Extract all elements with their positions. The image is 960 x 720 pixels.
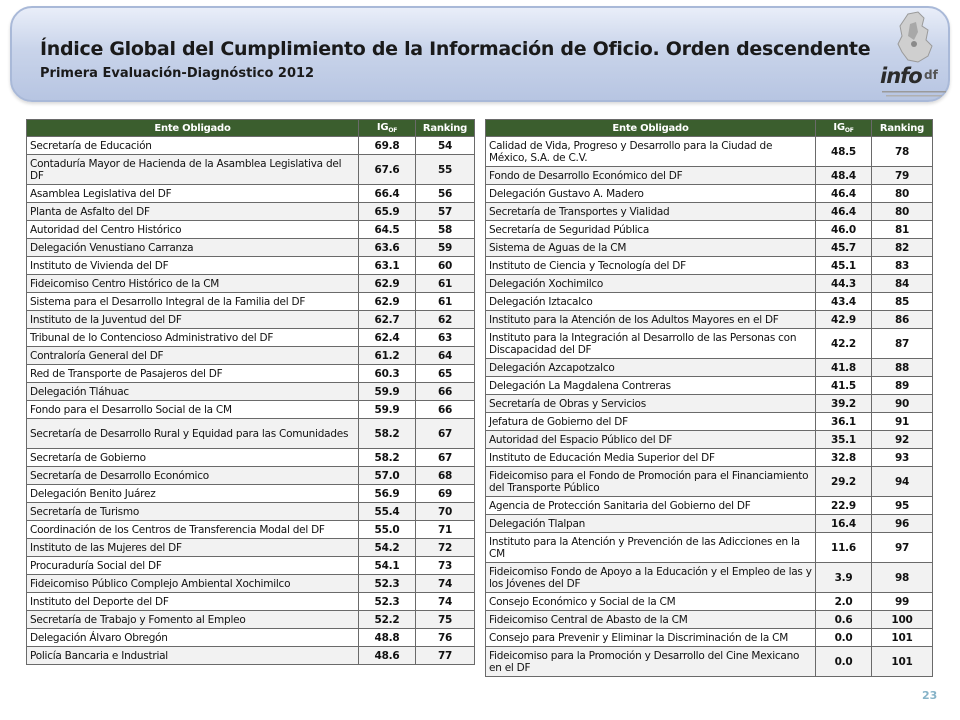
- ranking-cell: 87: [872, 329, 933, 359]
- index-header-main: IG: [376, 122, 389, 133]
- table-header-row: [27, 120, 475, 137]
- entity-cell: Delegación Tlalpan: [486, 515, 816, 533]
- page-subtitle: Primera Evaluación-Diagnóstico 2012: [40, 66, 315, 81]
- ranking-cell: 79: [872, 167, 933, 185]
- ranking-cell: 96: [872, 515, 933, 533]
- table-row: [27, 221, 475, 239]
- ranking-cell: 62: [416, 311, 475, 329]
- entity-cell: Delegación Álvaro Obregón: [27, 629, 359, 647]
- ranking-cell: 91: [872, 413, 933, 431]
- table-row: [27, 155, 475, 185]
- table-row: [486, 431, 933, 449]
- entity-cell: Delegación Tláhuac: [27, 383, 359, 401]
- entity-cell: Fondo para el Desarrollo Social de la CM: [27, 401, 359, 419]
- ranking-cell: 69: [416, 485, 475, 503]
- index-cell: 22.9: [816, 497, 872, 515]
- title-banner: [10, 6, 950, 102]
- entity-cell: Secretaría de Transportes y Vialidad: [486, 203, 816, 221]
- entity-cell: Delegación Iztacalco: [486, 293, 816, 311]
- ranking-cell: 95: [872, 497, 933, 515]
- index-cell: 44.3: [816, 275, 872, 293]
- ranking-table-right: [485, 119, 933, 677]
- entity-cell: Delegación La Magdalena Contreras: [486, 377, 816, 395]
- index-cell: 48.8: [359, 629, 416, 647]
- table-row: [486, 467, 933, 497]
- table-row: [486, 413, 933, 431]
- index-cell: 55.0: [359, 521, 416, 539]
- city-map-icon: [878, 10, 950, 66]
- table-row: [486, 311, 933, 329]
- ranking-cell: 81: [872, 221, 933, 239]
- index-cell: 2.0: [816, 593, 872, 611]
- ranking-cell: 74: [416, 593, 475, 611]
- entity-cell: Asamblea Legislativa del DF: [27, 185, 359, 203]
- table-row: [486, 629, 933, 647]
- ranking-cell: 59: [416, 239, 475, 257]
- table-header-row: [486, 120, 933, 137]
- table-row: [27, 539, 475, 557]
- ranking-cell: 72: [416, 539, 475, 557]
- table-row: [27, 521, 475, 539]
- table-row: [27, 629, 475, 647]
- table-body-right: [486, 137, 933, 677]
- entity-cell: Instituto de la Juventud del DF: [27, 311, 359, 329]
- ranking-cell: 64: [416, 347, 475, 365]
- table-row: [27, 203, 475, 221]
- index-cell: 46.4: [816, 203, 872, 221]
- index-cell: 42.9: [816, 311, 872, 329]
- index-cell: 62.7: [359, 311, 416, 329]
- table-row: [27, 365, 475, 383]
- index-cell: 64.5: [359, 221, 416, 239]
- logo-caption-lines: [882, 90, 946, 98]
- table-row: [27, 485, 475, 503]
- entity-cell: Fideicomiso Público Complejo Ambiental Xochimilco: [27, 575, 359, 593]
- table-row: [486, 593, 933, 611]
- table-row: [27, 593, 475, 611]
- ranking-cell: 97: [872, 533, 933, 563]
- column-header-entity: Ente Obligado: [27, 120, 359, 137]
- ranking-table-left: [26, 119, 475, 665]
- index-cell: 62.9: [359, 293, 416, 311]
- column-header-ranking: Ranking: [416, 120, 475, 137]
- ranking-cell: 70: [416, 503, 475, 521]
- table-row: [486, 377, 933, 395]
- entity-cell: Planta de Asfalto del DF: [27, 203, 359, 221]
- ranking-cell: 67: [416, 419, 475, 449]
- table-row: [486, 239, 933, 257]
- entity-cell: Fideicomiso Centro Histórico de la CM: [27, 275, 359, 293]
- entity-cell: Delegación Azcapotzalco: [486, 359, 816, 377]
- ranking-cell: 94: [872, 467, 933, 497]
- entity-cell: Secretaría de Trabajo y Fomento al Empleo: [27, 611, 359, 629]
- index-cell: 52.2: [359, 611, 416, 629]
- table-row: [486, 221, 933, 239]
- ranking-cell: 61: [416, 293, 475, 311]
- ranking-cell: 76: [416, 629, 475, 647]
- index-cell: 63.1: [359, 257, 416, 275]
- ranking-cell: 57: [416, 203, 475, 221]
- index-cell: 63.6: [359, 239, 416, 257]
- index-cell: 61.2: [359, 347, 416, 365]
- table-row: [486, 647, 933, 677]
- index-header-sub: OF: [844, 127, 854, 134]
- entity-cell: Secretaría de Gobierno: [27, 449, 359, 467]
- entity-cell: Delegación Benito Juárez: [27, 485, 359, 503]
- entity-cell: Consejo Económico y Social de la CM: [486, 593, 816, 611]
- entity-cell: Calidad de Vida, Progreso y Desarrollo para la Ciudad de México, S.A. de C.V.: [486, 137, 816, 167]
- index-cell: 29.2: [816, 467, 872, 497]
- entity-cell: Jefatura de Gobierno del DF: [486, 413, 816, 431]
- ranking-cell: 86: [872, 311, 933, 329]
- ranking-cell: 85: [872, 293, 933, 311]
- table-row: [486, 257, 933, 275]
- index-cell: 16.4: [816, 515, 872, 533]
- entity-cell: Instituto para la Atención de los Adultos Mayores en el DF: [486, 311, 816, 329]
- table-row: [27, 611, 475, 629]
- entity-cell: Instituto de Vivienda del DF: [27, 257, 359, 275]
- ranking-cell: 66: [416, 383, 475, 401]
- ranking-cell: 58: [416, 221, 475, 239]
- ranking-cell: 63: [416, 329, 475, 347]
- entity-cell: Policía Bancaria e Industrial: [27, 647, 359, 665]
- entity-cell: Delegación Venustiano Carranza: [27, 239, 359, 257]
- ranking-cell: 67: [416, 449, 475, 467]
- index-cell: 45.1: [816, 257, 872, 275]
- column-header-index: [359, 120, 416, 137]
- entity-cell: Fideicomiso para la Promoción y Desarrollo del Cine Mexicano en el DF: [486, 647, 816, 677]
- ranking-cell: 99: [872, 593, 933, 611]
- table-row: [486, 167, 933, 185]
- index-cell: 32.8: [816, 449, 872, 467]
- table-row: [486, 185, 933, 203]
- index-cell: 43.4: [816, 293, 872, 311]
- index-cell: 39.2: [816, 395, 872, 413]
- table-row: [486, 203, 933, 221]
- index-cell: 60.3: [359, 365, 416, 383]
- entity-cell: Delegación Gustavo A. Madero: [486, 185, 816, 203]
- index-cell: 3.9: [816, 563, 872, 593]
- table-row: [27, 257, 475, 275]
- ranking-cell: 55: [416, 155, 475, 185]
- entity-cell: Secretaría de Turismo: [27, 503, 359, 521]
- entity-cell: Instituto de Educación Media Superior del DF: [486, 449, 816, 467]
- index-cell: 62.9: [359, 275, 416, 293]
- table-row: [27, 503, 475, 521]
- column-header-entity: Ente Obligado: [486, 120, 816, 137]
- entity-cell: Agencia de Protección Sanitaria del Gobierno del DF: [486, 497, 816, 515]
- column-header-index: [816, 120, 872, 137]
- table-row: [27, 137, 475, 155]
- index-cell: 48.6: [359, 647, 416, 665]
- index-cell: 59.9: [359, 383, 416, 401]
- ranking-cell: 66: [416, 401, 475, 419]
- table-row: [27, 185, 475, 203]
- ranking-cell: 54: [416, 137, 475, 155]
- entity-cell: Secretaría de Educación: [27, 137, 359, 155]
- index-cell: 52.3: [359, 593, 416, 611]
- index-cell: 65.9: [359, 203, 416, 221]
- ranking-cell: 68: [416, 467, 475, 485]
- index-cell: 45.7: [816, 239, 872, 257]
- page-title: Índice Global del Cumplimiento de la Información de Oficio. Orden descendente: [40, 38, 871, 60]
- index-cell: 42.2: [816, 329, 872, 359]
- table-row: [486, 611, 933, 629]
- index-cell: 59.9: [359, 401, 416, 419]
- table-row: [27, 557, 475, 575]
- page-number: 23: [922, 689, 938, 702]
- entity-cell: Secretaría de Seguridad Pública: [486, 221, 816, 239]
- table-row: [486, 395, 933, 413]
- index-cell: 11.6: [816, 533, 872, 563]
- ranking-cell: 101: [872, 629, 933, 647]
- entity-cell: Tribunal de lo Contencioso Administrativo del DF: [27, 329, 359, 347]
- ranking-cell: 78: [872, 137, 933, 167]
- table-row: [486, 563, 933, 593]
- table-body-left: [27, 137, 475, 665]
- entity-cell: Sistema de Aguas de la CM: [486, 239, 816, 257]
- table-row: [27, 419, 475, 449]
- table-row: [486, 329, 933, 359]
- ranking-cell: 60: [416, 257, 475, 275]
- table-row: [486, 293, 933, 311]
- table-row: [486, 137, 933, 167]
- ranking-cell: 71: [416, 521, 475, 539]
- ranking-cell: 89: [872, 377, 933, 395]
- entity-cell: Secretaría de Obras y Servicios: [486, 395, 816, 413]
- ranking-cell: 90: [872, 395, 933, 413]
- index-cell: 69.8: [359, 137, 416, 155]
- ranking-cell: 88: [872, 359, 933, 377]
- index-cell: 54.1: [359, 557, 416, 575]
- table-row: [486, 449, 933, 467]
- ranking-cell: 80: [872, 203, 933, 221]
- index-cell: 41.8: [816, 359, 872, 377]
- index-cell: 0.6: [816, 611, 872, 629]
- entity-cell: Coordinación de los Centros de Transferencia Modal del DF: [27, 521, 359, 539]
- ranking-cell: 92: [872, 431, 933, 449]
- table-row: [27, 575, 475, 593]
- index-cell: 58.2: [359, 449, 416, 467]
- table-row: [27, 401, 475, 419]
- ranking-cell: 65: [416, 365, 475, 383]
- ranking-cell: 93: [872, 449, 933, 467]
- table-row: [27, 239, 475, 257]
- entity-cell: Instituto para la Integración al Desarrollo de las Personas con Discapacidad del DF: [486, 329, 816, 359]
- ranking-cell: 82: [872, 239, 933, 257]
- logo-wordmark: info: [880, 64, 922, 88]
- index-header-sub: OF: [388, 127, 398, 134]
- ranking-cell: 77: [416, 647, 475, 665]
- table-row: [27, 311, 475, 329]
- entity-cell: Fideicomiso para el Fondo de Promoción para el Financiamiento del Transporte Público: [486, 467, 816, 497]
- ranking-cell: 74: [416, 575, 475, 593]
- table-row: [486, 275, 933, 293]
- ranking-cell: 98: [872, 563, 933, 593]
- ranking-cell: 80: [872, 185, 933, 203]
- table-row: [27, 383, 475, 401]
- index-header-main: IG: [833, 122, 845, 133]
- table-row: [27, 647, 475, 665]
- entity-cell: Contaduría Mayor de Hacienda de la Asamblea Legislativa del DF: [27, 155, 359, 185]
- ranking-cell: 61: [416, 275, 475, 293]
- table-row: [486, 359, 933, 377]
- index-cell: 58.2: [359, 419, 416, 449]
- index-cell: 56.9: [359, 485, 416, 503]
- infodf-logo: [878, 10, 950, 100]
- ranking-cell: 100: [872, 611, 933, 629]
- ranking-cell: 101: [872, 647, 933, 677]
- entity-cell: Delegación Xochimilco: [486, 275, 816, 293]
- index-cell: 57.0: [359, 467, 416, 485]
- table-row: [27, 293, 475, 311]
- index-cell: 54.2: [359, 539, 416, 557]
- entity-cell: Autoridad del Centro Histórico: [27, 221, 359, 239]
- entity-cell: Red de Transporte de Pasajeros del DF: [27, 365, 359, 383]
- index-cell: 66.4: [359, 185, 416, 203]
- ranking-cell: 75: [416, 611, 475, 629]
- ranking-cell: 84: [872, 275, 933, 293]
- entity-cell: Fideicomiso Central de Abasto de la CM: [486, 611, 816, 629]
- table-row: [486, 533, 933, 563]
- entity-cell: Secretaría de Desarrollo Rural y Equidad para las Comunidades: [27, 419, 359, 449]
- index-cell: 35.1: [816, 431, 872, 449]
- table-row: [27, 275, 475, 293]
- index-cell: 46.4: [816, 185, 872, 203]
- index-cell: 0.0: [816, 629, 872, 647]
- index-cell: 48.4: [816, 167, 872, 185]
- entity-cell: Instituto para la Atención y Prevención de las Adicciones en la CM: [486, 533, 816, 563]
- logo-wordmark-suffix: df: [924, 68, 938, 82]
- table-row: [486, 497, 933, 515]
- index-cell: 46.0: [816, 221, 872, 239]
- entity-cell: Fideicomiso Fondo de Apoyo a la Educación y el Empleo de las y los Jóvenes del DF: [486, 563, 816, 593]
- index-cell: 62.4: [359, 329, 416, 347]
- entity-cell: Autoridad del Espacio Público del DF: [486, 431, 816, 449]
- table-row: [27, 347, 475, 365]
- table-row: [27, 449, 475, 467]
- column-header-ranking: Ranking: [872, 120, 933, 137]
- table-row: [27, 329, 475, 347]
- entity-cell: Secretaría de Desarrollo Económico: [27, 467, 359, 485]
- index-cell: 52.3: [359, 575, 416, 593]
- entity-cell: Sistema para el Desarrollo Integral de la Familia del DF: [27, 293, 359, 311]
- ranking-cell: 56: [416, 185, 475, 203]
- index-cell: 48.5: [816, 137, 872, 167]
- ranking-cell: 83: [872, 257, 933, 275]
- index-cell: 0.0: [816, 647, 872, 677]
- ranking-cell: 73: [416, 557, 475, 575]
- entity-cell: Contraloría General del DF: [27, 347, 359, 365]
- entity-cell: Procuraduría Social del DF: [27, 557, 359, 575]
- entity-cell: Fondo de Desarrollo Económico del DF: [486, 167, 816, 185]
- index-cell: 55.4: [359, 503, 416, 521]
- entity-cell: Consejo para Prevenir y Eliminar la Discriminación de la CM: [486, 629, 816, 647]
- index-cell: 36.1: [816, 413, 872, 431]
- index-cell: 67.6: [359, 155, 416, 185]
- index-cell: 41.5: [816, 377, 872, 395]
- table-row: [486, 515, 933, 533]
- entity-cell: Instituto del Deporte del DF: [27, 593, 359, 611]
- entity-cell: Instituto de las Mujeres del DF: [27, 539, 359, 557]
- entity-cell: Instituto de Ciencia y Tecnología del DF: [486, 257, 816, 275]
- table-row: [27, 467, 475, 485]
